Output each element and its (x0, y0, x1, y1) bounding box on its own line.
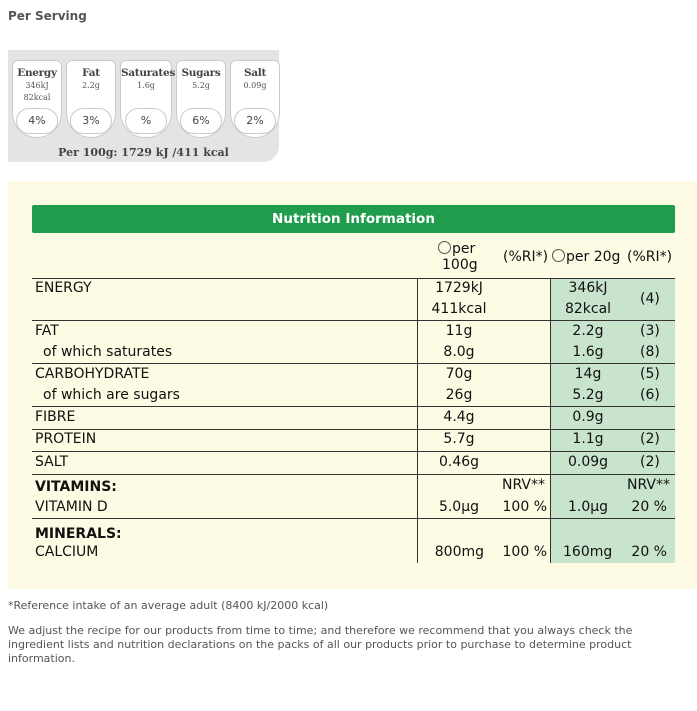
sugars-20g: 5.2g (572, 387, 604, 403)
row-divider (32, 320, 675, 321)
nrv-header-100g: NRV** (502, 477, 546, 493)
header-per-100g (438, 241, 484, 273)
saturates-100g: 8.0g (443, 344, 475, 360)
fat-ri: (3) (640, 323, 660, 339)
row-label-sugars: of which are sugars (43, 387, 180, 403)
protein-ri: (2) (640, 431, 660, 447)
header-per-20g-label: per 20g (566, 249, 621, 265)
gda-value: 5.2g (192, 81, 210, 90)
header-per-20g (552, 249, 620, 266)
per-100g-energy: Per 100g: 1729 kJ /411 kcal (58, 146, 229, 159)
energy-kj-100g: 1729kJ (435, 280, 483, 296)
gda-label: Saturates (121, 67, 175, 79)
row-label-fat: FAT (35, 323, 59, 339)
vitamin-d-20g: 1.0µg (568, 499, 609, 515)
gda-label: Sugars (181, 67, 221, 79)
gda-badge-saturates (120, 60, 175, 138)
gda-percent: % (125, 108, 167, 134)
protein-20g: 1.1g (572, 431, 604, 447)
carbohydrate-100g: 70g (445, 366, 473, 382)
nrv-header-20g: NRV** (627, 477, 671, 493)
row-label-calcium: CALCIUM (35, 544, 99, 560)
row-label-carbohydrate: CARBOHYDRATE (35, 366, 150, 382)
fat-100g: 11g (445, 323, 473, 339)
salt-20g: 0.09g (567, 454, 609, 470)
gda-percent: 6% (180, 108, 222, 134)
header-ri-1: (%RI*) (503, 249, 549, 265)
gda-value: 346kJ (25, 81, 49, 90)
carbohydrate-20g: 14g (574, 366, 602, 382)
header-per-label: per (452, 241, 476, 257)
row-label-vitamin-d: VITAMIN D (35, 499, 108, 515)
gda-label: Salt (243, 67, 267, 79)
row-divider (32, 406, 675, 407)
fibre-20g: 0.9g (572, 409, 604, 425)
saturates-20g: 1.6g (572, 344, 604, 360)
header-100g-label: 100g (442, 257, 478, 273)
nutrition-title: Nutrition Information (32, 205, 675, 233)
row-divider (32, 451, 675, 452)
energy-ri: (4) (640, 291, 660, 307)
row-divider (32, 363, 675, 364)
row-label-saturates: of which saturates (43, 344, 173, 360)
salt-ri: (2) (640, 454, 660, 470)
row-label-fibre: FIBRE (35, 409, 76, 425)
vitamin-d-nrv-20g: 20 % (631, 499, 667, 515)
traffic-light-panel (8, 50, 279, 162)
carbohydrate-ri: (5) (640, 366, 660, 382)
section-vitamins: VITAMINS: (35, 479, 117, 495)
recipe-disclaimer: We adjust the recipe for our products from time to time; and therefore we recommend that you always check the ingredient lists and nutrition declarations on the packs of all our products prior to purchase to determine product information. (8, 624, 633, 665)
energy-kcal-100g: 411kcal (431, 301, 487, 317)
calcium-nrv-100g: 100 % (502, 544, 547, 560)
salt-100g: 0.46g (438, 454, 480, 470)
gda-value: 2.2g (82, 81, 100, 90)
row-divider (32, 474, 675, 475)
sugars-ri: (6) (640, 387, 660, 403)
gda-percent: 4% (16, 108, 58, 134)
row-label-energy: ENERGY (35, 280, 92, 296)
gda-value-kcal: 82kcal (23, 93, 51, 102)
gda-badge-salt (230, 60, 280, 138)
reference-intake-note: *Reference intake of an average adult (8400 kJ/2000 kcal) (8, 599, 329, 612)
section-minerals: MINERALS: (35, 526, 122, 542)
row-label-protein: PROTEIN (35, 431, 97, 447)
calcium-nrv-20g: 20 % (631, 544, 667, 560)
calcium-20g: 160mg (563, 544, 613, 560)
fat-20g: 2.2g (572, 323, 604, 339)
gda-value: 0.09g (243, 81, 267, 90)
row-divider (32, 278, 675, 279)
per-serving-heading: Per Serving (8, 9, 87, 23)
gda-percent: 3% (70, 108, 112, 134)
saturates-ri: (8) (640, 344, 660, 360)
vitamin-d-nrv-100g: 100 % (502, 499, 547, 515)
gda-value: 1.6g (137, 81, 155, 90)
gda-percent: 2% (234, 108, 276, 134)
energy-kj-20g: 346kJ (568, 280, 608, 296)
gda-badge-fat (66, 60, 116, 138)
gda-label: Fat (82, 67, 100, 79)
protein-100g: 5.7g (443, 431, 475, 447)
fibre-100g: 4.4g (443, 409, 475, 425)
gda-badge-energy (12, 60, 62, 138)
row-label-salt: SALT (35, 454, 69, 470)
energy-kcal-20g: 82kcal (564, 301, 612, 317)
sugars-100g: 26g (445, 387, 473, 403)
gda-badge-sugars (176, 60, 226, 138)
gda-label: Energy (17, 67, 57, 79)
calcium-100g: 800mg (434, 544, 484, 560)
row-divider (32, 429, 675, 430)
row-divider (32, 518, 675, 519)
vitamin-d-100g: 5.0µg (438, 499, 479, 515)
radio-circle-icon (438, 241, 451, 254)
header-ri-2: (%RI*) (627, 249, 673, 265)
radio-circle-icon (552, 249, 565, 262)
